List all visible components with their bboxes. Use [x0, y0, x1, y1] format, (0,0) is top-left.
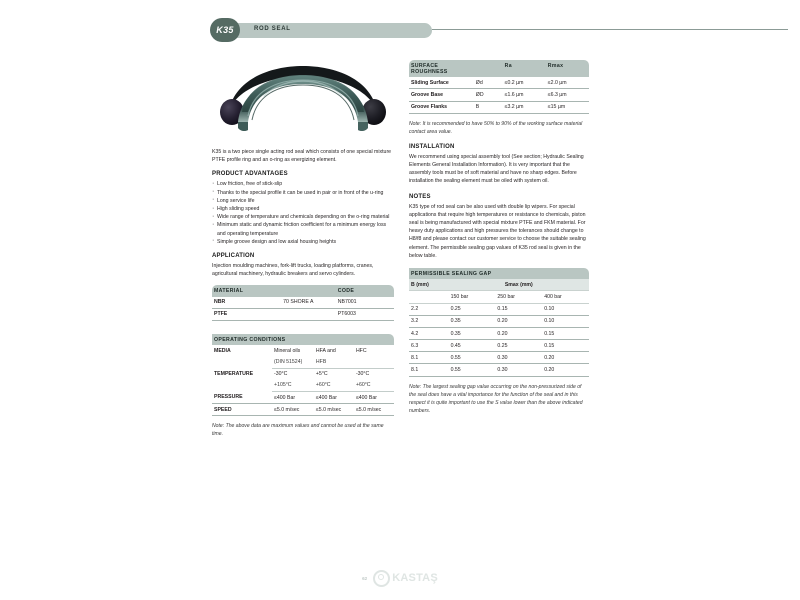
- smax-250: 0.20: [495, 327, 542, 339]
- surface-ra: ≤0.2 µm: [503, 77, 546, 89]
- smax-400: 0.10: [542, 303, 589, 315]
- cell-media-3: HFC: [355, 347, 367, 354]
- brand-name: KASTAŞ: [392, 572, 438, 584]
- permissible-sealing-gap-table: [409, 268, 589, 377]
- table-row: [212, 368, 394, 380]
- list-item: · Minimum static and dynamic friction coefficient for a minimum energy loss and operating temperature: [212, 221, 394, 237]
- notes-heading: NOTES: [409, 193, 431, 200]
- row-label: SPEED: [212, 404, 272, 416]
- b-col-header: B (mm): [409, 279, 449, 291]
- cell-temp-1: -30°C: [274, 371, 288, 378]
- surface-roughness-note: Note: It is recommended to have 50% to 90% of the working surface material contact area value.: [409, 120, 583, 135]
- table-row: [409, 89, 589, 101]
- smax-150: 0.55: [449, 364, 496, 376]
- surface-ra: ≤3.2 µm: [503, 101, 546, 113]
- product-advantages-list: [212, 180, 394, 246]
- operating-conditions-title: OPERATING CONDITIONS: [212, 334, 394, 345]
- smax-250: 0.15: [495, 303, 542, 315]
- pressure-col-400: 400 bar: [542, 291, 589, 303]
- surface-symbol: B: [474, 101, 503, 113]
- surface-ra: ≤1.6 µm: [503, 89, 546, 101]
- sealing-gap-title: PERMISSIBLE SEALING GAP: [409, 268, 589, 279]
- table-row: [212, 391, 394, 403]
- cell-speed-1: ≤5.0 m/sec: [272, 404, 314, 416]
- b-value: 8.1: [409, 352, 449, 364]
- header-rule: [432, 29, 788, 30]
- list-item: · Long service life: [212, 197, 394, 205]
- cell-temp-2: +5°C: [315, 371, 328, 378]
- material-name: NBR: [212, 297, 281, 309]
- cell-pressure-1: ≤400 Bar: [272, 391, 314, 403]
- row-label: TEMPERATURE: [214, 370, 254, 377]
- surface-roughness-title: SURFACE ROUGHNESS: [409, 60, 474, 77]
- material-table-header: [212, 285, 394, 296]
- rod-seal-illustration: [212, 60, 394, 138]
- table-row: [409, 77, 589, 89]
- smax-250: 0.30: [495, 364, 542, 376]
- page-header: [210, 18, 788, 42]
- notes-text: K35 type of rod seal can be also used with double lip wipers. For special applications that require high temperatures or resistance to chemicals, piston seal is being manufactured with special mixture PTFE and FKM material. For heavy duty applications and high pressures the tolerances should change to H8/f8 and please contact our customer service to choose the suitable sealing element. The permissible sealing gap values of K35 rod seal is given in the below table.: [409, 203, 586, 259]
- empty-cell: [409, 291, 449, 303]
- material-spec: [281, 308, 336, 320]
- b-value: 8.1: [409, 364, 449, 376]
- b-value: 4.2: [409, 327, 449, 339]
- smax-150: 0.25: [449, 303, 496, 315]
- table-row: [409, 101, 589, 113]
- material-code: PT6003: [336, 308, 394, 320]
- cell-media-1b: (DIN 51524): [272, 356, 314, 368]
- smax-150: 0.45: [449, 340, 496, 352]
- surface-name: Sliding Surface: [409, 77, 474, 89]
- table-row: [409, 352, 589, 364]
- surface-rmax: ≤6.3 µm: [546, 89, 589, 101]
- table-row: [409, 327, 589, 339]
- material-table: [212, 285, 394, 321]
- list-item: · High sliding speed: [212, 205, 394, 213]
- list-item: · Wide range of temperature and chemicals depending on the o-ring material: [212, 213, 394, 221]
- material-spec-col-header: [281, 285, 336, 296]
- b-value: 3.2: [409, 315, 449, 327]
- surface-name: Groove Base: [409, 89, 474, 101]
- cell-temp-3b: +60°C: [354, 380, 394, 392]
- kastas-logo-icon: [373, 570, 390, 587]
- right-column: [409, 60, 589, 415]
- cell-speed-3: ≤5.0 m/sec: [354, 404, 394, 416]
- smax-400: 0.20: [542, 352, 589, 364]
- table-row: [212, 297, 394, 309]
- cell-pressure-2: ≤400 Bar: [314, 391, 354, 403]
- cell-media-2b: HFB: [314, 356, 354, 368]
- sealing-gap-note: Note: The largest sealing gap value occurring on the non-pressurized side of the seal does have a vital importance for the function of the seal and in this respect it is quite important to use the S value lower than the above indicated numbers.: [409, 383, 583, 414]
- left-column: [212, 60, 394, 438]
- list-item: · Simple groove design and low axial housing heights: [212, 238, 394, 246]
- material-code: NB7001: [336, 297, 394, 309]
- list-item: · Low friction, free of stick-slip: [212, 180, 394, 188]
- table-row: [409, 364, 589, 376]
- cell-media-1: Mineral oils: [274, 347, 301, 354]
- surface-symbol: Ød: [474, 77, 503, 89]
- header-title: ROD SEAL: [254, 26, 291, 32]
- surface-symbol: ØD: [474, 89, 503, 101]
- brand-logo: [373, 570, 438, 587]
- seal-right-lip: [358, 122, 368, 131]
- installation-heading: INSTALLATION: [409, 143, 455, 150]
- row-label: PRESSURE: [212, 391, 272, 403]
- table-row: [409, 315, 589, 327]
- sealing-gap-header: [409, 268, 589, 279]
- pressure-col-150: 150 bar: [449, 291, 496, 303]
- operating-conditions-note: Note: The above data are maximum values and cannot be used at the same time.: [212, 423, 384, 438]
- table-row: [212, 308, 394, 320]
- table-row: [409, 340, 589, 352]
- smax-250: 0.30: [495, 352, 542, 364]
- header-title-bar: [232, 23, 432, 38]
- smax-400: 0.15: [542, 327, 589, 339]
- smax-150: 0.55: [449, 352, 496, 364]
- table-row: [212, 345, 394, 356]
- surface-rmax: ≤15 µm: [546, 101, 589, 113]
- product-code-badge: K35: [210, 18, 240, 42]
- surface-sym-col-header: [474, 60, 503, 77]
- rod-seal-cross-section-image: [212, 60, 394, 138]
- cell-pressure-3: ≤400 Bar: [354, 391, 394, 403]
- ra-col-header: Ra: [503, 60, 546, 77]
- smax-group-header: Smax (mm): [449, 279, 589, 291]
- smax-150: 0.35: [449, 315, 496, 327]
- product-description: K35 is a two piece single acting rod seal which consists of one special mixture PTFE profile ring and an o-ring as energizing element.: [212, 149, 392, 164]
- surface-name: Groove Flanks: [409, 101, 474, 113]
- table-row: [212, 404, 394, 416]
- application-heading: APPLICATION: [212, 253, 255, 260]
- operating-conditions-table: [212, 334, 394, 416]
- rmax-col-header: Rmax: [546, 60, 589, 77]
- operating-conditions-header: [212, 334, 394, 345]
- seal-left-lip: [238, 122, 248, 131]
- installation-text: We recommend using special assembly tool (See section; Hydraulic Sealing Elements General Installation Information). It is very important that the assembly tools must be of soft material and have no sharp edges. Before installation the sealing element must be oiled with system oil.: [409, 153, 584, 185]
- cell-temp-1b: +105°C: [272, 380, 314, 392]
- surface-roughness-table: [409, 60, 589, 114]
- cell-temp-2b: +60°C: [314, 380, 354, 392]
- smax-400: 0.10: [542, 315, 589, 327]
- material-name: PTFE: [212, 308, 281, 320]
- material-spec: 70 SHORE A: [281, 297, 336, 309]
- row-label: MEDIA: [214, 347, 231, 354]
- smax-150: 0.35: [449, 327, 496, 339]
- page-number: 62: [362, 575, 368, 581]
- page-footer: [0, 566, 800, 590]
- sealing-gap-group-header: [409, 279, 589, 291]
- smax-400: 0.20: [542, 364, 589, 376]
- pressure-col-250: 250 bar: [495, 291, 542, 303]
- material-code-col-header: CODE: [336, 285, 394, 296]
- surface-roughness-header: [409, 60, 589, 77]
- cell-temp-3: -30°C: [355, 371, 370, 378]
- cell-media-2: HFA and: [315, 347, 336, 354]
- b-value: 6.3: [409, 340, 449, 352]
- smax-250: 0.20: [495, 315, 542, 327]
- application-text: Injection moulding machines, fork-lift trucks, loading platforms, cranes, agricultural machinery, hydraulic breakers and servo cylinders.: [212, 263, 374, 278]
- cell-media-3b: [354, 356, 394, 368]
- surface-rmax: ≤2.0 µm: [546, 77, 589, 89]
- table-row: [409, 303, 589, 315]
- smax-250: 0.25: [495, 340, 542, 352]
- smax-400: 0.15: [542, 340, 589, 352]
- sealing-gap-subheader: [409, 291, 589, 303]
- list-item: · Thanks to the special profile it can be used in pair or in front of the u-ring: [212, 189, 394, 197]
- product-advantages-heading: PRODUCT ADVANTAGES: [212, 171, 288, 178]
- cell-speed-2: ≤5.0 m/sec: [314, 404, 354, 416]
- b-value: 2.2: [409, 303, 449, 315]
- material-col-header: MATERIAL: [212, 285, 281, 296]
